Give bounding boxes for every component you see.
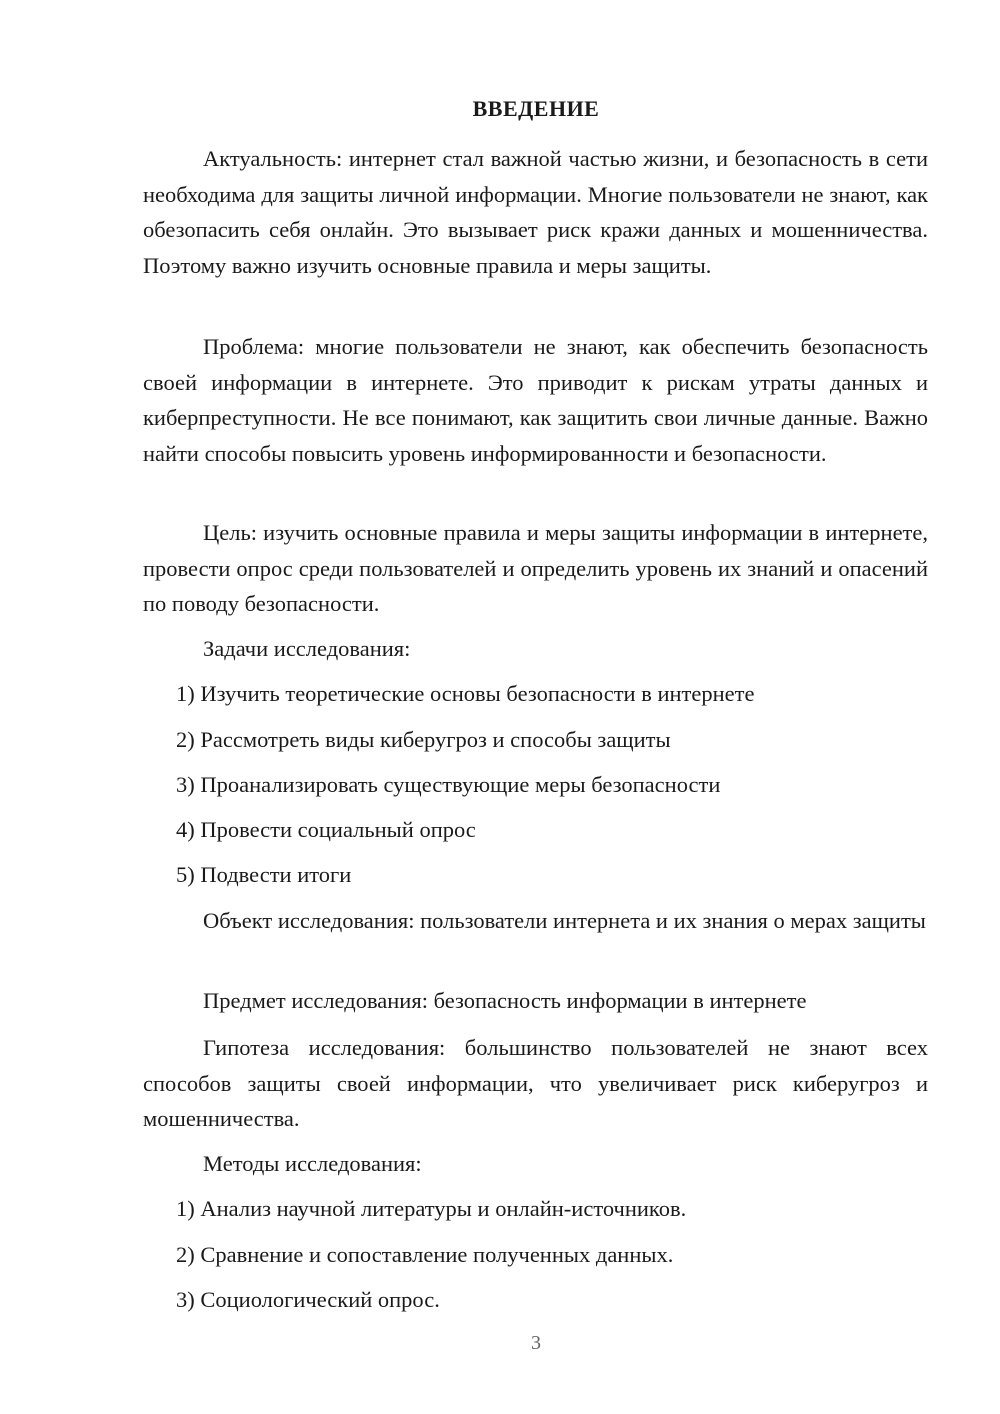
section-heading: ВВЕДЕНИЕ [472,96,600,121]
tasks-title: Задачи исследования: [203,636,411,661]
goal-paragraph: Цель: изучить основные правила и меры защиты информации в интернете, провести опрос среди пользователей и определить уровень их знаний и опасений по поводу безопасности. [143,520,928,616]
task-item: 3) Проанализировать существующие меры безопасности [176,772,721,797]
subject-paragraph: Предмет исследования: безопасность информации в интернете [203,988,807,1013]
task-item: 1) Изучить теоретические основы безопасности в интернете [176,681,755,706]
method-item: 3) Социологический опрос. [176,1287,440,1312]
relevance-paragraph: Актуальность: интернет стал важной частью жизни, и безопасность в сети необходима для защиты личной информации. Многие пользователи не знают, как обезопасить себя онлайн. Это вызывает риск кражи данных и мошенничества. Поэтому важно изучить основные правила и меры защиты. [143,146,928,278]
method-item: 2) Сравнение и сопоставление полученных данных. [176,1242,674,1267]
task-item: 5) Подвести итоги [176,862,352,887]
page-number: 3 [531,1332,541,1354]
problem-paragraph: Проблема: многие пользователи не знают, как обеспечить безопасность своей информации в интернете. Это приводит к рискам утраты данных и киберпреступности. Не все понимают, как защитить свои личные данные. Важно найти способы повысить уровень информированности и безопасности. [143,334,928,466]
hypothesis-paragraph: Гипотеза исследования: большинство пользователей не знают всех способов защиты своей информации, что увеличивает риск киберугроз и мошенничества. [143,1035,928,1131]
object-paragraph: Объект исследования: пользователи интернета и их знания о мерах защиты [203,908,926,933]
task-item: 4) Провести социальный опрос [176,817,476,842]
methods-title: Методы исследования: [203,1151,422,1176]
method-item: 1) Анализ научной литературы и онлайн-источников. [176,1196,687,1221]
task-item: 2) Рассмотреть виды киберугроз и способы защиты [176,727,671,752]
